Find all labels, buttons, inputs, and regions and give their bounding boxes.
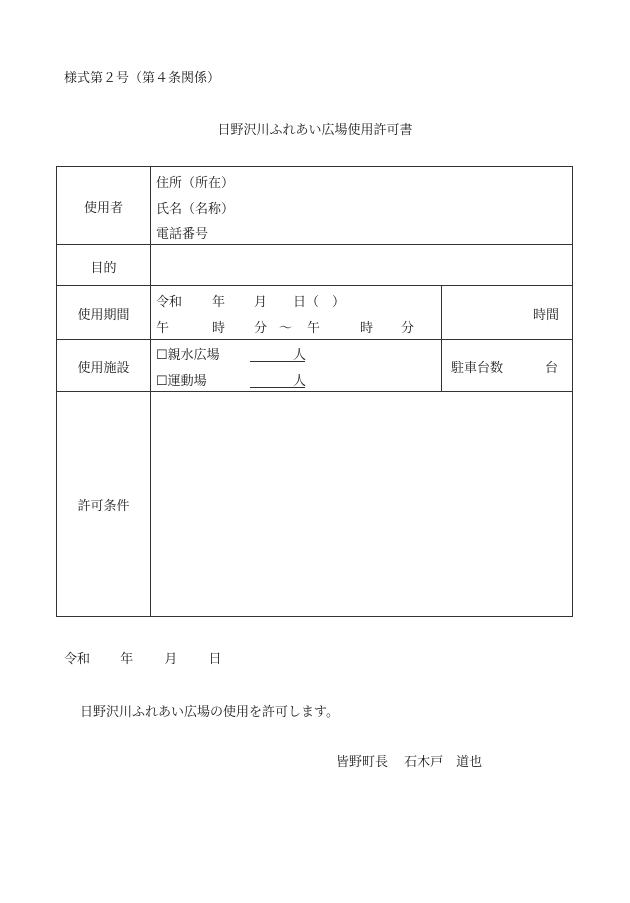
- date-era: 令和: [64, 652, 91, 667]
- period-year: 年: [212, 295, 226, 310]
- date-day: 日: [208, 652, 222, 667]
- parking-label: 駐車台数: [451, 361, 504, 376]
- signer-name: 石木戸 道也: [404, 755, 483, 770]
- issue-date: [64, 648, 221, 667]
- period-minute-from: 分: [254, 321, 268, 336]
- facility-option-ground[interactable]: ☐運動場: [156, 374, 207, 389]
- facility-label: 使用施設: [77, 361, 130, 376]
- period-hours: 時間: [533, 308, 560, 323]
- period-month: 月: [254, 295, 268, 310]
- permit-table: [56, 166, 573, 617]
- row-divider: [57, 339, 572, 340]
- purpose-label: 目的: [90, 261, 117, 276]
- period-ampm-to: 午: [307, 321, 321, 336]
- period-hour-from: 時: [212, 321, 226, 336]
- form-number: 様式第２号（第４条関係）: [64, 71, 221, 86]
- date-year: 年: [120, 652, 134, 667]
- facility-unit-shinsui: 人: [293, 348, 307, 363]
- signer: [336, 751, 482, 770]
- purpose-field[interactable]: [151, 245, 571, 285]
- facility-option-shinsui[interactable]: ☐親水広場: [156, 348, 220, 363]
- date-month: 月: [164, 652, 178, 667]
- document-title: 日野沢川ふれあい広場使用許可書: [217, 123, 413, 138]
- period-tilde: ～: [279, 321, 293, 336]
- signer-title: 皆野町長: [336, 755, 389, 770]
- period-day: 日（ ）: [293, 295, 346, 310]
- facility-unit-ground: 人: [293, 374, 307, 389]
- column-divider: [441, 285, 442, 391]
- user-label: 使用者: [83, 201, 123, 216]
- parking-unit: 台: [545, 361, 559, 376]
- name-field[interactable]: 氏名（名称）: [156, 202, 235, 217]
- period-ampm-from: 午: [156, 321, 170, 336]
- address-field[interactable]: 住所（所在）: [156, 176, 235, 191]
- row-divider: [57, 285, 572, 286]
- permit-statement: 日野沢川ふれあい広場の使用を許可します。: [80, 705, 339, 720]
- phone-field[interactable]: 電話番号: [156, 227, 209, 242]
- period-era: 令和: [156, 295, 183, 310]
- period-minute-to: 分: [401, 321, 415, 336]
- conditions-field[interactable]: [151, 392, 571, 616]
- period-hour-to: 時: [360, 321, 374, 336]
- period-label: 使用期間: [77, 308, 130, 323]
- conditions-label: 許可条件: [77, 499, 130, 514]
